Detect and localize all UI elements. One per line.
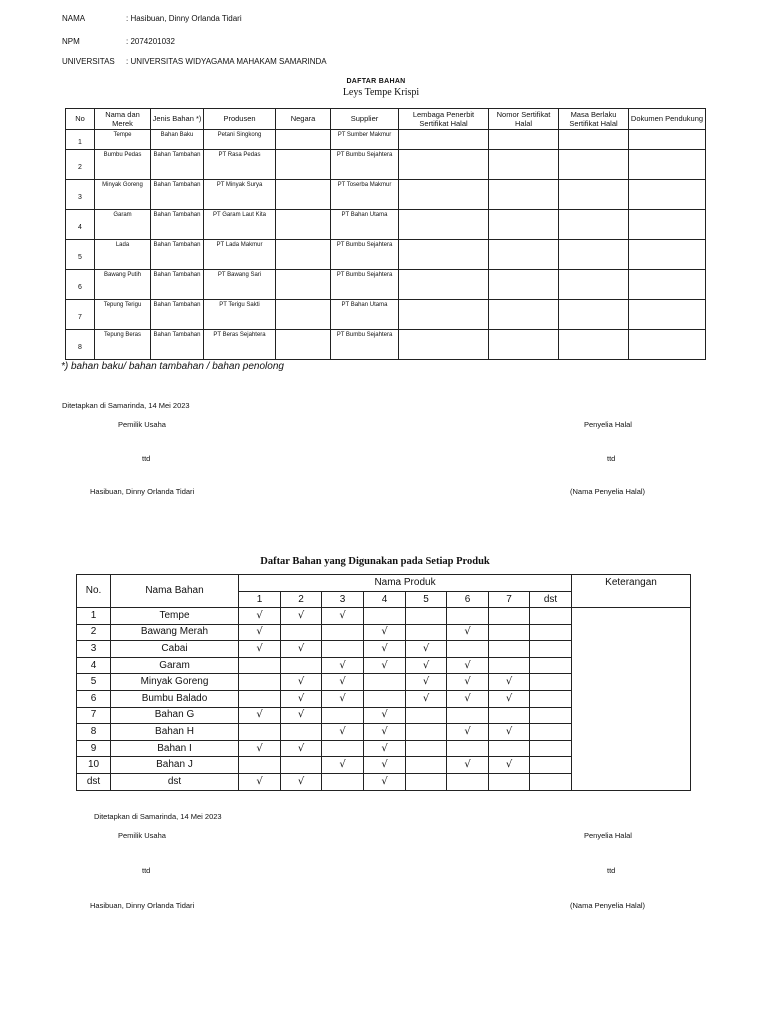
check-mark: √ (447, 624, 489, 641)
cell-no: 5 (77, 674, 111, 691)
cell-lembaga (399, 130, 489, 150)
product-col-dst: dst (530, 592, 572, 608)
cell-dokumen (629, 210, 706, 240)
value-nama: : Hasibuan, Dinny Orlanda Tidari (126, 14, 242, 23)
check-mark: √ (489, 690, 530, 707)
cell-masa-berlaku (559, 180, 629, 210)
cell-jenis-bahan: Bahan Tambahan (151, 330, 204, 360)
empty-cell (489, 624, 530, 641)
cell-negara (276, 180, 331, 210)
cell-masa-berlaku (559, 150, 629, 180)
cell-produsen: PT Minyak Surya (204, 180, 276, 210)
empty-cell (406, 608, 447, 625)
col-header-nama-bahan: Nama Bahan (111, 575, 239, 608)
cell-supplier: PT Sumber Makmur (331, 130, 399, 150)
check-mark: √ (281, 707, 322, 724)
check-mark: √ (281, 773, 322, 790)
cell-no: 3 (77, 641, 111, 658)
check-mark: √ (364, 740, 406, 757)
value-universitas: : UNIVERSITAS WIDYAGAMA MAHAKAM SAMARINDA (126, 57, 327, 66)
empty-cell (530, 773, 572, 790)
daftar-bahan-table (65, 108, 706, 360)
cell-produsen: PT Garam Laut Kita (204, 210, 276, 240)
cell-dokumen (629, 300, 706, 330)
col-header-no: No (66, 109, 95, 130)
cell-nomor-sertifikat (489, 130, 559, 150)
cell-no: 3 (66, 180, 95, 210)
check-mark: √ (489, 674, 530, 691)
empty-cell (530, 757, 572, 774)
check-mark: √ (239, 624, 281, 641)
cell-lembaga (399, 300, 489, 330)
cell-jenis-bahan: Bahan Tambahan (151, 270, 204, 300)
empty-cell (281, 624, 322, 641)
empty-cell (406, 624, 447, 641)
empty-cell (489, 740, 530, 757)
empty-cell (406, 740, 447, 757)
cell-nomor-sertifikat (489, 210, 559, 240)
col-header-nomor-sertifikat: Nomor Sertifikat Halal (489, 109, 559, 130)
col-header-nama-produk: Nama Produk (239, 575, 572, 592)
cell-dokumen (629, 270, 706, 300)
cell-keterangan (572, 608, 691, 791)
cell-no: 1 (66, 130, 95, 150)
cell-masa-berlaku (559, 330, 629, 360)
check-mark: √ (447, 724, 489, 741)
check-mark: √ (322, 608, 364, 625)
empty-cell (322, 707, 364, 724)
cell-nama-merek: Tempe (95, 130, 151, 150)
cell-supplier: PT Bahan Utama (331, 210, 399, 240)
cell-dokumen (629, 130, 706, 150)
empty-cell (406, 757, 447, 774)
check-mark: √ (281, 740, 322, 757)
check-mark: √ (281, 674, 322, 691)
cell-no: 2 (77, 624, 111, 641)
daftar-produk-table (76, 574, 691, 791)
cell-supplier: PT Bumbu Sejahtera (331, 150, 399, 180)
cell-produsen: PT Lada Makmur (204, 240, 276, 270)
cell-no: 1 (77, 608, 111, 625)
cell-nama-merek: Tepung Beras (95, 330, 151, 360)
daftar-bahan-subtitle: Leys Tempe Krispi (342, 87, 420, 98)
label-nama: NAMA (62, 14, 86, 23)
product-col-2: 2 (281, 592, 322, 608)
value-npm: : 2074201032 (126, 37, 175, 46)
table-row (77, 608, 691, 625)
cell-nama-bahan: dst (111, 773, 239, 790)
check-mark: √ (406, 657, 447, 674)
daftar-bahan-header-row (66, 109, 706, 130)
empty-cell (489, 641, 530, 658)
cell-masa-berlaku (559, 300, 629, 330)
check-mark: √ (239, 773, 281, 790)
check-mark: √ (239, 608, 281, 625)
cell-supplier: PT Bumbu Sejahtera (331, 240, 399, 270)
check-mark: √ (322, 724, 364, 741)
cell-negara (276, 210, 331, 240)
cell-masa-berlaku (559, 210, 629, 240)
check-mark: √ (322, 757, 364, 774)
cell-nama-bahan: Tempe (111, 608, 239, 625)
check-mark: √ (364, 773, 406, 790)
cell-no: 6 (66, 270, 95, 300)
cell-nama-bahan: Bahan G (111, 707, 239, 724)
table-row (66, 130, 706, 150)
empty-cell (447, 608, 489, 625)
cell-nama-bahan: Minyak Goreng (111, 674, 239, 691)
sig1-left-role: Pemilik Usaha (118, 420, 166, 429)
empty-cell (281, 724, 322, 741)
cell-nama-merek: Lada (95, 240, 151, 270)
empty-cell (530, 641, 572, 658)
empty-cell (322, 624, 364, 641)
check-mark: √ (364, 641, 406, 658)
empty-cell (530, 690, 572, 707)
check-mark: √ (322, 690, 364, 707)
cell-jenis-bahan: Bahan Tambahan (151, 210, 204, 240)
table-row (66, 210, 706, 240)
empty-cell (239, 724, 281, 741)
label-universitas: UNIVERSITAS (62, 57, 115, 66)
empty-cell (322, 740, 364, 757)
label-npm: NPM (62, 37, 80, 46)
col-header-nama-merek: Nama dan Merek (95, 109, 151, 130)
check-mark: √ (322, 657, 364, 674)
check-mark: √ (239, 707, 281, 724)
cell-negara (276, 150, 331, 180)
cell-no: 5 (66, 240, 95, 270)
sig2-left-sign: ttd (142, 866, 151, 875)
cell-negara (276, 270, 331, 300)
table-row (66, 330, 706, 360)
col-header-produsen: Produsen (204, 109, 276, 130)
check-mark: √ (364, 724, 406, 741)
empty-cell (489, 707, 530, 724)
cell-lembaga (399, 270, 489, 300)
cell-supplier: PT Bumbu Sejahtera (331, 270, 399, 300)
empty-cell (530, 674, 572, 691)
empty-cell (447, 740, 489, 757)
cell-no: dst (77, 773, 111, 790)
cell-produsen: Petani Singkong (204, 130, 276, 150)
cell-produsen: PT Bawang Sari (204, 270, 276, 300)
cell-lembaga (399, 210, 489, 240)
cell-dokumen (629, 240, 706, 270)
cell-nomor-sertifikat (489, 330, 559, 360)
footnote: *) bahan baku/ bahan tambahan / bahan penolong (61, 361, 284, 372)
product-col-5: 5 (406, 592, 447, 608)
sig1-left-name: Hasibuan, Dinny Orlanda Tidari (90, 487, 195, 496)
check-mark: √ (406, 690, 447, 707)
cell-nama-merek: Garam (95, 210, 151, 240)
product-col-4: 4 (364, 592, 406, 608)
cell-negara (276, 300, 331, 330)
table-row (66, 180, 706, 210)
empty-cell (239, 674, 281, 691)
cell-lembaga (399, 180, 489, 210)
check-mark: √ (281, 608, 322, 625)
cell-nama-bahan: Bahan H (111, 724, 239, 741)
check-mark: √ (364, 707, 406, 724)
check-mark: √ (364, 757, 406, 774)
cell-no: 2 (66, 150, 95, 180)
cell-lembaga (399, 240, 489, 270)
cell-no: 7 (66, 300, 95, 330)
empty-cell (406, 707, 447, 724)
cell-no: 4 (66, 210, 95, 240)
sig2-left-name: Hasibuan, Dinny Orlanda Tidari (90, 901, 195, 910)
col-header-keterangan: Keterangan (572, 575, 691, 608)
daftar-produk-title: Daftar Bahan yang Digunakan pada Setiap Produk (260, 556, 490, 567)
check-mark: √ (281, 641, 322, 658)
col-header-supplier: Supplier (331, 109, 399, 130)
cell-nomor-sertifikat (489, 150, 559, 180)
cell-negara (276, 330, 331, 360)
sig1-right-role: Penyelia Halal (584, 420, 632, 429)
empty-cell (281, 757, 322, 774)
cell-masa-berlaku (559, 130, 629, 150)
cell-no: 6 (77, 690, 111, 707)
cell-dokumen (629, 330, 706, 360)
empty-cell (322, 641, 364, 658)
empty-cell (530, 657, 572, 674)
check-mark: √ (322, 674, 364, 691)
check-mark: √ (406, 641, 447, 658)
cell-produsen: PT Rasa Pedas (204, 150, 276, 180)
cell-supplier: PT Toserba Makmur (331, 180, 399, 210)
cell-nama-bahan: Garam (111, 657, 239, 674)
table-row (66, 150, 706, 180)
cell-nama-merek: Bawang Putih (95, 270, 151, 300)
check-mark: √ (281, 690, 322, 707)
empty-cell (530, 707, 572, 724)
sig2-right-sign: ttd (607, 866, 616, 875)
col-header-dokumen: Dokumen Pendukung (629, 109, 706, 130)
cell-nama-merek: Tepung Terigu (95, 300, 151, 330)
sig2-left-role: Pemilik Usaha (118, 831, 166, 840)
cell-nama-merek: Minyak Goreng (95, 180, 151, 210)
cell-nama-bahan: Bawang Merah (111, 624, 239, 641)
product-col-7: 7 (489, 592, 530, 608)
cell-jenis-bahan: Bahan Tambahan (151, 150, 204, 180)
empty-cell (322, 773, 364, 790)
cell-negara (276, 130, 331, 150)
empty-cell (530, 624, 572, 641)
check-mark: √ (489, 724, 530, 741)
cell-no: 8 (66, 330, 95, 360)
empty-cell (239, 690, 281, 707)
sig1-right-name: (Nama Penyelia Halal) (570, 487, 646, 496)
check-mark: √ (364, 624, 406, 641)
check-mark: √ (447, 657, 489, 674)
cell-nama-bahan: Cabai (111, 641, 239, 658)
empty-cell (530, 608, 572, 625)
cell-no: 10 (77, 757, 111, 774)
check-mark: √ (239, 740, 281, 757)
col-header-masa-berlaku: Masa Berlaku Sertifikat Halal (559, 109, 629, 130)
empty-cell (530, 724, 572, 741)
table-row (66, 270, 706, 300)
cell-nomor-sertifikat (489, 300, 559, 330)
check-mark: √ (447, 757, 489, 774)
cell-jenis-bahan: Bahan Tambahan (151, 300, 204, 330)
cell-no: 9 (77, 740, 111, 757)
empty-cell (530, 740, 572, 757)
cell-no: 8 (77, 724, 111, 741)
product-col-3: 3 (322, 592, 364, 608)
cell-dokumen (629, 180, 706, 210)
empty-cell (281, 657, 322, 674)
col-header-jenis-bahan: Jenis Bahan *) (151, 109, 204, 130)
cell-supplier: PT Bumbu Sejahtera (331, 330, 399, 360)
check-mark: √ (239, 641, 281, 658)
cell-nama-merek: Bumbu Pedas (95, 150, 151, 180)
product-col-1: 1 (239, 592, 281, 608)
empty-cell (364, 608, 406, 625)
cell-nomor-sertifikat (489, 180, 559, 210)
empty-cell (364, 674, 406, 691)
cell-masa-berlaku (559, 240, 629, 270)
empty-cell (406, 724, 447, 741)
col-header-negara: Negara (276, 109, 331, 130)
check-mark: √ (364, 657, 406, 674)
empty-cell (447, 707, 489, 724)
cell-no: 7 (77, 707, 111, 724)
cell-negara (276, 240, 331, 270)
cell-masa-berlaku (559, 270, 629, 300)
cell-nama-bahan: Bahan J (111, 757, 239, 774)
empty-cell (447, 641, 489, 658)
cell-lembaga (399, 330, 489, 360)
empty-cell (489, 657, 530, 674)
cell-nama-bahan: Bahan I (111, 740, 239, 757)
sig1-right-sign: ttd (607, 454, 616, 463)
empty-cell (489, 608, 530, 625)
cell-produsen: PT Beras Sejahtera (204, 330, 276, 360)
sig2-right-name: (Nama Penyelia Halal) (570, 901, 646, 910)
daftar-produk-header-row (77, 575, 691, 592)
empty-cell (239, 757, 281, 774)
empty-cell (406, 773, 447, 790)
col-header-lembaga: Lembaga Penerbit Sertifikat Halal (399, 109, 489, 130)
cell-nama-bahan: Bumbu Balado (111, 690, 239, 707)
cell-nomor-sertifikat (489, 270, 559, 300)
cell-jenis-bahan: Bahan Baku (151, 130, 204, 150)
check-mark: √ (489, 757, 530, 774)
cell-dokumen (629, 150, 706, 180)
cell-produsen: PT Terigu Sakti (204, 300, 276, 330)
check-mark: √ (406, 674, 447, 691)
table-row (66, 300, 706, 330)
empty-cell (489, 773, 530, 790)
daftar-bahan-title: DAFTAR BAHAN (346, 78, 406, 85)
sig1-left-sign: ttd (142, 454, 151, 463)
cell-lembaga (399, 150, 489, 180)
empty-cell (239, 657, 281, 674)
check-mark: √ (447, 674, 489, 691)
sig2-right-role: Penyelia Halal (584, 831, 632, 840)
sig2-place-date: Ditetapkan di Samarinda, 14 Mei 2023 (94, 812, 222, 821)
empty-cell (364, 690, 406, 707)
cell-nomor-sertifikat (489, 240, 559, 270)
cell-no: 4 (77, 657, 111, 674)
col-header-no: No. (77, 575, 111, 608)
product-col-6: 6 (447, 592, 489, 608)
table-row (66, 240, 706, 270)
check-mark: √ (447, 690, 489, 707)
empty-cell (447, 773, 489, 790)
sig1-place-date: Ditetapkan di Samarinda, 14 Mei 2023 (62, 401, 190, 410)
cell-jenis-bahan: Bahan Tambahan (151, 240, 204, 270)
cell-jenis-bahan: Bahan Tambahan (151, 180, 204, 210)
cell-supplier: PT Bahan Utama (331, 300, 399, 330)
